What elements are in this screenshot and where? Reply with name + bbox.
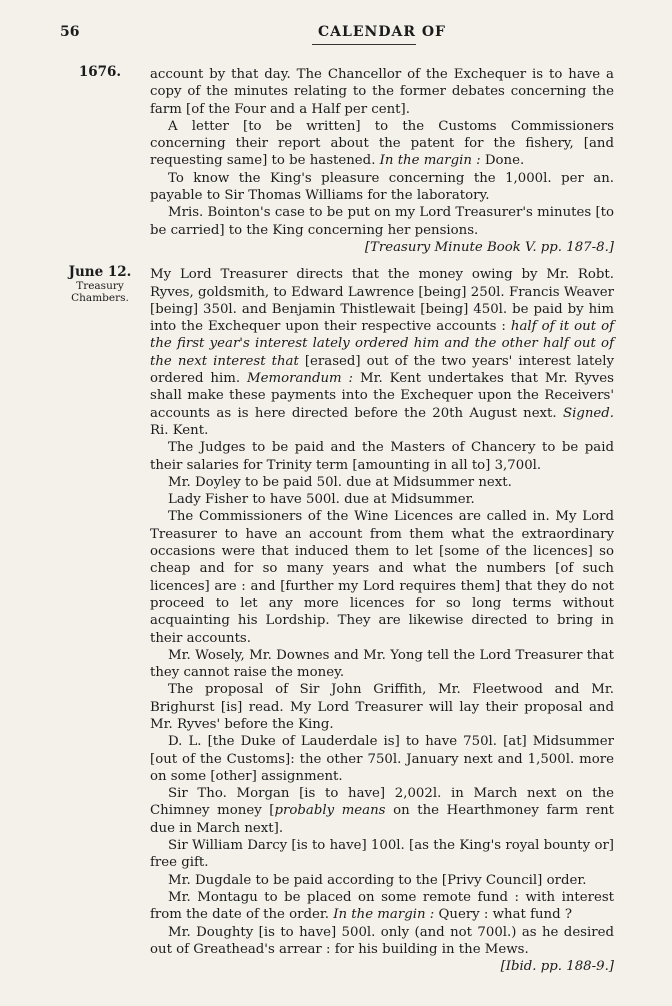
paragraph: account by that day. The Chancellor of the Exchequer is to have a copy of the minutes relating to the former debates concerning the farm [of the Four and a Half per cent]. xyxy=(150,67,614,117)
margin-year: 1676. xyxy=(78,64,122,80)
paragraph: Lady Fisher to have 500l. due at Midsummer. xyxy=(168,492,475,508)
running-title: CALENDAR OF xyxy=(318,24,446,40)
paragraph: To know the King's pleasure concerning the 1,000l. per an. payable to Sir Thomas Williams for the laboratory. xyxy=(150,170,614,204)
paragraph: Sir Tho. Morgan [is to have] 2,002l. in March next on the Chimney money [probably means on the Hearthmoney farm rent due in March next]. xyxy=(150,786,614,836)
paragraph: Mr. Doughty [is to have] 500l. only (and not 700l.) as he desired out of Greathead's arrear : for his building in the Mews. xyxy=(150,924,614,957)
paragraph: The Judges to be paid and the Masters of Chancery to be paid their salaries for Trinity term [amounting in all to] 3,700l. xyxy=(150,440,614,473)
paragraph: Mr. Dugdale to be paid according to the [Privy Council] order. xyxy=(168,872,587,888)
paragraph: Sir William Darcy [is to have] 100l. [as the King's royal bounty or] free gift. xyxy=(150,838,614,871)
margin-entry-place-1: Treasury xyxy=(76,280,124,292)
paragraph: Mris. Bointon's case to be put on my Lord Treasurer's minutes [to be carried] to the King concerning her pensions. xyxy=(150,205,614,238)
margin-entry-place-2: Chambers. xyxy=(71,292,129,304)
paragraph: Mr. Wosely, Mr. Downes and Mr. Yong tell the Lord Treasurer that they cannot raise the money. xyxy=(150,647,614,681)
paragraph: Mr. Doyley to be paid 50l. due at Midsummer next. xyxy=(168,474,512,490)
paragraph: D. L. [the Duke of Lauderdale is] to have 750l. [at] Midsummer [out of the Customs]: the other 750l. January next and 1,500l. more on some [other] assignment. xyxy=(150,734,614,784)
paragraph: A letter [to be written] to the Customs Commissioners concerning their report about the patent for the fishery, [and requesting same] to be hastened. In the margin : Done. xyxy=(150,118,614,169)
margin-entry-date: June 12. xyxy=(68,264,132,280)
paragraph: My Lord Treasurer directs that the money owing by Mr. Robt. Ryves, goldsmith, to Edward Lawrence [being] 250l. Francis Weaver [being] 350l. and Benjamin Thistlewait [being] 450l. be paid by him into the Exchequer upon their respective accounts : half of it out of the first year's interest lately ordered him and the other half out of the next interest that [erased] out of the two years' interest lately ordered him. Memorandum : Mr. Kent undertakes that Mr. Ryves shall make these payments into the Exchequer upon the Receivers' accounts as is here directed before the 20th August next. Signed. Ri. Kent. xyxy=(150,267,615,438)
source-reference: [Ibid. pp. 188-9.] xyxy=(500,959,614,975)
paragraph: Mr. Montagu to be placed on some remote fund : with interest from the date of the order. In the margin : Query : what fund ? xyxy=(150,889,614,923)
page-number: 56 xyxy=(60,24,80,40)
paragraph: The Commissioners of the Wine Licences are called in. My Lord Treasurer to have an account from them what the extraordinary occasions were that induced them to let [some of the licences] so cheap and for so many years and what the numbers [of such licences] are : and [further my Lord requires them] that they do not proceed to let any more licences for so long terms without acquainting his Lordship. They are likewise directed to bring in their accounts. xyxy=(150,509,614,646)
header-rule xyxy=(312,44,416,45)
margin-entry xyxy=(60,264,140,304)
body-text xyxy=(150,66,614,975)
paragraph: The proposal of Sir John Griffith, Mr. Fleetwood and Mr. Brighurst [is] read. My Lord Treasurer will lay their proposal and Mr. Ryves' before the King. xyxy=(150,682,614,732)
source-reference: [Treasury Minute Book V. pp. 187-8.] xyxy=(364,239,614,255)
